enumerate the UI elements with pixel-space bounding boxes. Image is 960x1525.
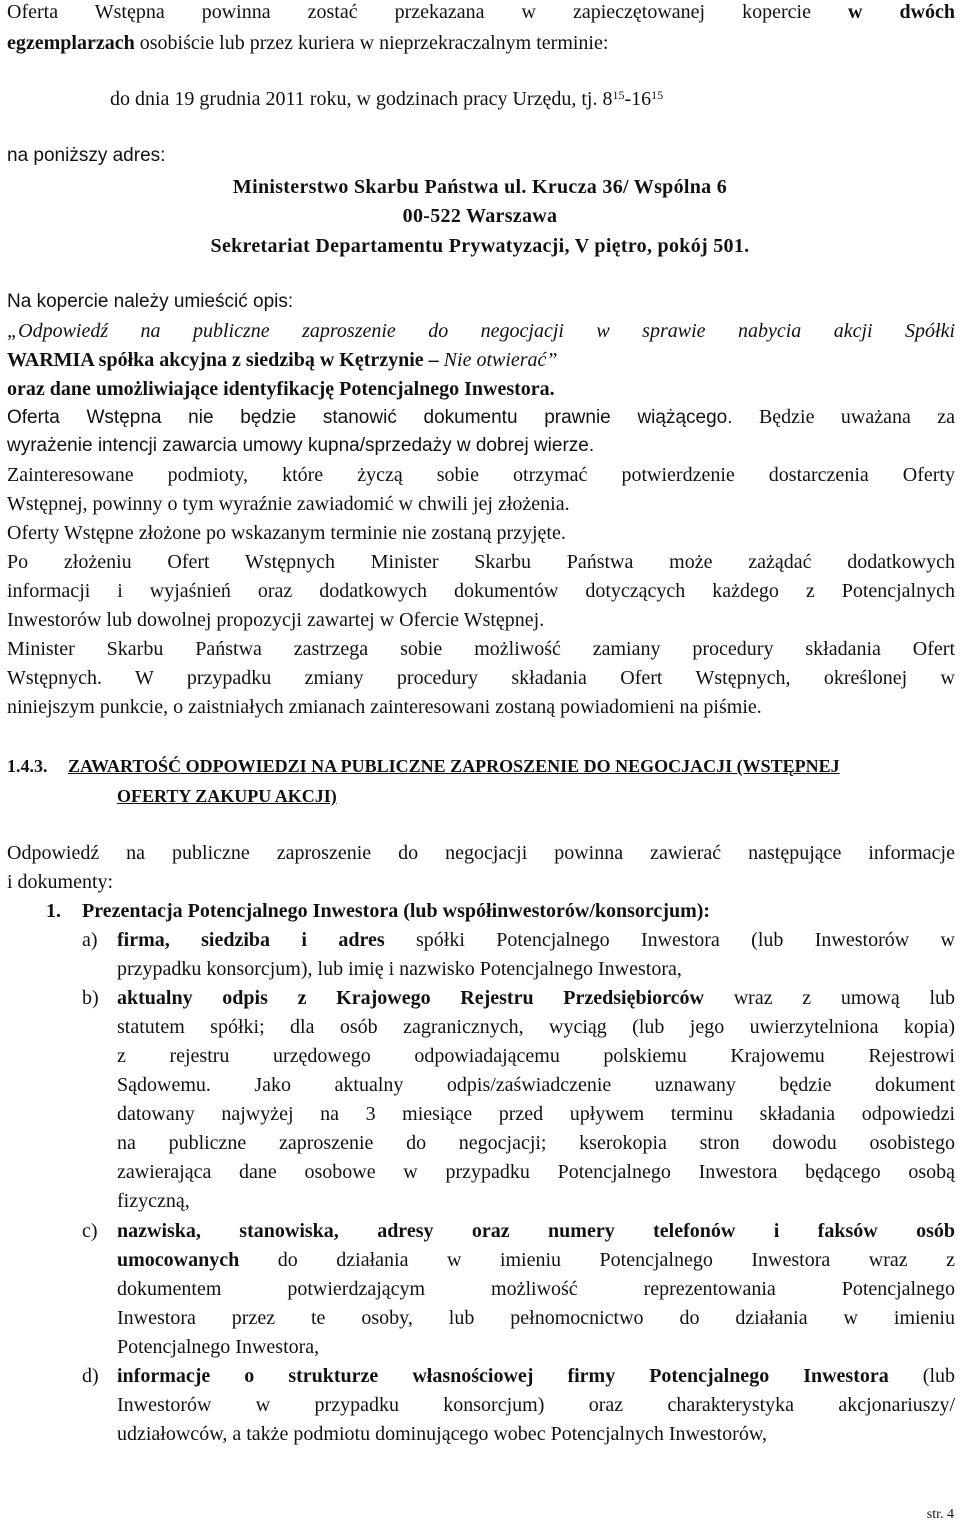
- paragraph-2-line-1: Zainteresowane podmioty, które życzą sobie otrzymać potwierdzenie dostarczenia Oferty: [7, 464, 955, 486]
- subitem-b-line-3: z rejestru urzędowego odpowiadającemu polskiemu Krajowemu Rejestrowi: [117, 1045, 955, 1067]
- page-number: str. 4: [926, 1507, 954, 1522]
- subitem-a: [117, 928, 955, 986]
- subitem-b-bold: aktualny odpis z Krajowego Rejestru Przedsiębiorców: [117, 987, 704, 1009]
- subitem-b: [117, 986, 955, 1218]
- subitem-c-line-5: Potencjalnego Inwestora,: [117, 1336, 320, 1358]
- subitem-c-line-3: dokumentem potwierdzającym możliwość reprezentowania Potencjalnego: [117, 1278, 955, 1300]
- paragraph-3: Oferty Wstępne złożone po wskazanym terminie nie zostaną przyjęte.: [7, 522, 566, 544]
- intro-bold-text: egzemplarzach: [7, 32, 135, 54]
- paragraph-sans-text: Oferta Wstępna nie będzie stanowić dokumentu prawnie wiążącego.: [7, 407, 733, 428]
- address-line-2: 00-522 Warszawa: [402, 205, 558, 227]
- envelope-label: Na kopercie należy umieścić opis:: [7, 291, 294, 312]
- subitem-d-line-1: [117, 1364, 955, 1393]
- paragraph-5-line-2: Wstępnych. W przypadku zmiany procedury składania Ofert Wstępnych, określonej w: [7, 667, 955, 689]
- item-number: 1.: [46, 900, 61, 922]
- subitem-a-bold: firma, siedziba i adres: [117, 929, 385, 951]
- subitem-b-line-8: fizyczną,: [117, 1190, 190, 1212]
- paragraph-4-line-1: Po złożeniu Ofert Wstępnych Minister Skarbu Państwa może zażądać dodatkowych: [7, 551, 955, 573]
- subitem-a-line-2: przypadku konsorcjum), lub imię i nazwisko Potencjalnego Inwestora,: [117, 958, 682, 980]
- paragraph-text: Będzie uważana za: [758, 406, 956, 428]
- envelope-bold-text: WARMIA spółka akcyjna z siedzibą w Kętrzynie –: [7, 349, 439, 371]
- envelope-italic-text: Nie otwierać”: [443, 349, 558, 371]
- deadline-text: do dnia 19 grudnia 2011 roku, w godzinach pracy Urzędu, tj. 8: [110, 88, 613, 110]
- subitem-b-line-6: na publiczne zaproszenie do negocjacji; kserokopia stron dowodu osobistego: [117, 1132, 955, 1154]
- subitem-b-line-5: datowany najwyżej na 3 miesiące przed upływem terminu składania odpowiedzi: [117, 1103, 955, 1125]
- deadline-sup: 15: [612, 88, 625, 102]
- subitem-d-line-2: Inwestorów w przypadku konsorcjum) oraz charakterystyka akcjonariuszy/: [117, 1394, 955, 1416]
- address-line-3: Sekretariat Departamentu Prywatyzacji, V piętro, pokój 501.: [210, 235, 750, 257]
- subitem-c-line-1: nazwiska, stanowiska, adresy oraz numery telefonów i faksów osób: [117, 1220, 955, 1242]
- deadline-text: -16: [624, 88, 652, 110]
- deadline-line: [110, 87, 910, 111]
- intro-line-2: [7, 31, 955, 55]
- subitem-c-text: do działania w imieniu Potencjalnego Inwestora wraz z: [277, 1249, 956, 1271]
- envelope-desc-3: oraz dane umożliwiające identyfikację Potencjalnego Inwestora.: [7, 378, 555, 400]
- subitem-a-label: a): [82, 929, 98, 951]
- paragraph-1-line-2: wyrażenie intencji zawarcia umowy kupna/sprzedaży w dobrej wierze.: [7, 435, 595, 456]
- subitem-d-bold: informacje o strukturze własnościowej firmy Potencjalnego Inwestora: [117, 1365, 889, 1387]
- paragraph-4-line-2: informacji i wyjaśnień oraz dodatkowych dokumentów dotyczących każdego z Potencjalnych: [7, 580, 955, 602]
- paragraph-5-line-3: niniejszym punkcie, o zaistniałych zmianach zainteresowani zostaną powiadomieni na piśmie.: [7, 696, 762, 718]
- intro-text: osobiście lub przez kuriera w nieprzekraczalnym terminie:: [139, 32, 609, 54]
- subitem-c-label: c): [82, 1220, 98, 1242]
- envelope-desc-2: [7, 348, 955, 372]
- subitem-c-line-2: [117, 1248, 955, 1277]
- paragraph-5-line-1: Minister Skarbu Państwa zastrzega sobie możliwość zamiany procedury składania Ofert: [7, 638, 955, 660]
- envelope-desc-1: „Odpowiedź na publiczne zaproszenie do negocjacji w sprawie nabycia akcji Spółki: [7, 320, 955, 342]
- section-title-line-1: ZAWARTOŚĆ ODPOWIEDZI NA PUBLICZNE ZAPROSZENIE DO NEGOCJACJI (WSTĘPNEJ: [68, 756, 840, 776]
- subitem-c-bold: umocowanych: [117, 1249, 240, 1271]
- paragraph-4-line-3: Inwestorów lub dowolnej propozycji zawartej w Ofercie Wstępnej.: [7, 609, 545, 631]
- address-intro: na poniższy adres:: [7, 145, 166, 166]
- subitem-d-line-3: udziałowców, a także podmiotu dominującego wobec Potencjalnych Inwestorów,: [117, 1423, 767, 1445]
- subitem-c: [117, 1219, 955, 1364]
- section-number: 1.4.3.: [7, 756, 48, 776]
- intro-bold-text: w dwóch: [847, 1, 956, 23]
- subitem-d-text: (lub: [922, 1365, 956, 1387]
- subitem-b-text: wraz z umową lub: [733, 987, 956, 1009]
- address-line-1: Ministerstwo Skarbu Państwa ul. Krucza 36/ Wspólna 6: [232, 176, 728, 198]
- intro-text: Oferta Wstępna powinna zostać przekazana w zapieczętowanej kopercie: [7, 1, 811, 23]
- subitem-b-line-2: statutem spółki; dla osób zagranicznych, wyciąg (lub jego uwierzytelniona kopia): [117, 1016, 955, 1038]
- subitem-a-text: spółki Potencjalnego Inwestora (lub Inwestorów w: [416, 929, 955, 951]
- item-title: Prezentacja Potencjalnego Inwestora (lub współinwestorów/konsorcjum):: [82, 900, 711, 922]
- paragraph-1-line-1: [7, 405, 955, 430]
- subitem-b-label: b): [82, 987, 99, 1009]
- subitem-c-line-4: Inwestora przez te osoby, lub pełnomocnictwo do działania w imieniu: [117, 1307, 955, 1329]
- subitem-b-line-7: zawierająca dane osobowe w przypadku Potencjalnego Inwestora będącego osobą: [117, 1161, 955, 1183]
- content-intro-line-1: Odpowiedź na publiczne zaproszenie do negocjacji powinna zawierać następujące informacje: [7, 842, 955, 864]
- subitem-b-line-4: Sądowemu. Jako aktualny odpis/zaświadczenie uznawany będzie dokument: [117, 1074, 955, 1096]
- content-intro-line-2: i dokumenty:: [7, 871, 114, 893]
- intro-line-1: [7, 0, 955, 24]
- subitem-b-line-1: [117, 986, 955, 1015]
- deadline-sup: 15: [651, 88, 664, 102]
- subitem-d-label: d): [82, 1365, 99, 1387]
- subitem-a-line-1: [117, 928, 955, 957]
- subitem-d: [117, 1364, 955, 1451]
- paragraph-2-line-2: Wstępnej, powinny o tym wyraźnie zawiadomić w chwili jej złożenia.: [7, 493, 570, 515]
- section-title-line-2: OFERTY ZAKUPU AKCJI): [117, 786, 337, 806]
